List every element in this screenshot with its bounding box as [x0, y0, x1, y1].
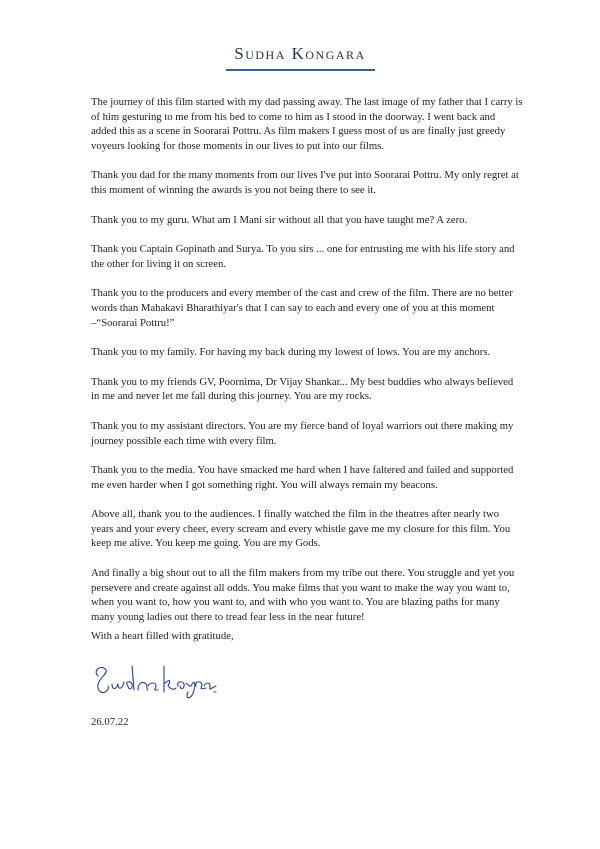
paragraph: Thank you to my friends GV, Poornima, Dr Vijay Shankar... My best buddies who always believed in me and never let me fall during this journey. You are my rocks.: [91, 375, 514, 403]
handwritten-signature: [88, 656, 223, 706]
paragraph: And finally a big shout out to all the film makers from my tribe out there. You struggle and yet you persevere and create against all odds. You make films that you want to make the way you want to, when you want to, how you want to, and with who you want to. You are blazing paths for many many young ladies out there to tread fear less in the near future!: [91, 567, 515, 623]
paragraph: The journey of this film started with my dad passing away. The last image of my father that I carry is of him gesturing to me from his bed to come to him as I stood in the doorway. I went back and added this as a scene in Soorarai Pottru. As film makers I guess most of us are finally just greedy voyeurs looking for those moments in our lives to put into our films.: [91, 96, 523, 152]
paragraph: Thank you dad for the many moments from our lives I've put into Soorarai Pottru. My only regret at this moment of winning the awards is you not being there to see it.: [91, 169, 519, 196]
paragraph: Thank you to my assistant directors. You are my fierce band of loyal warriors out there making my journey possible each time with every film.: [91, 419, 514, 447]
signature-stroke: [96, 666, 216, 698]
paragraph: Thank you Captain Gopinath and Surya. To you sirs ... one for entrusting me with his life story and the other for living it on screen.: [91, 243, 515, 270]
letterhead-name: Sudha Kongara: [234, 44, 366, 63]
letterhead-rule: [226, 69, 375, 71]
paragraph: Above all, thank you to the audiences. I finally watched the film in the theatres after nearly two years and your every cheer, every scream and every whistle gave me my closure for this film. You keep me alive. You keep me going. You are my Gods.: [91, 508, 511, 550]
paragraph: Thank you to my family. For having my back during my lowest of lows. You are my anchors.: [91, 346, 491, 359]
letter-body: [91, 95, 523, 639]
paragraph: Thank you to my guru. What am I Mani sir without all that you have taught me? A zero.: [91, 213, 468, 226]
letter-date: 26.07.22: [91, 716, 129, 728]
paragraph: Thank you to the producers and every member of the cast and crew of the film. There are no better words than Mahakavi Bharathiyar's that I can say to each and every one of you at this moment –“Soorarai Pottru!”: [91, 287, 513, 329]
closing-line: With a heart filled with gratitude,: [91, 630, 234, 642]
paragraph: Thank you to the media. You have smacked me hard when I have faltered and failed and supported me even harder when I got something right. You will always remain my beacons.: [91, 464, 514, 491]
